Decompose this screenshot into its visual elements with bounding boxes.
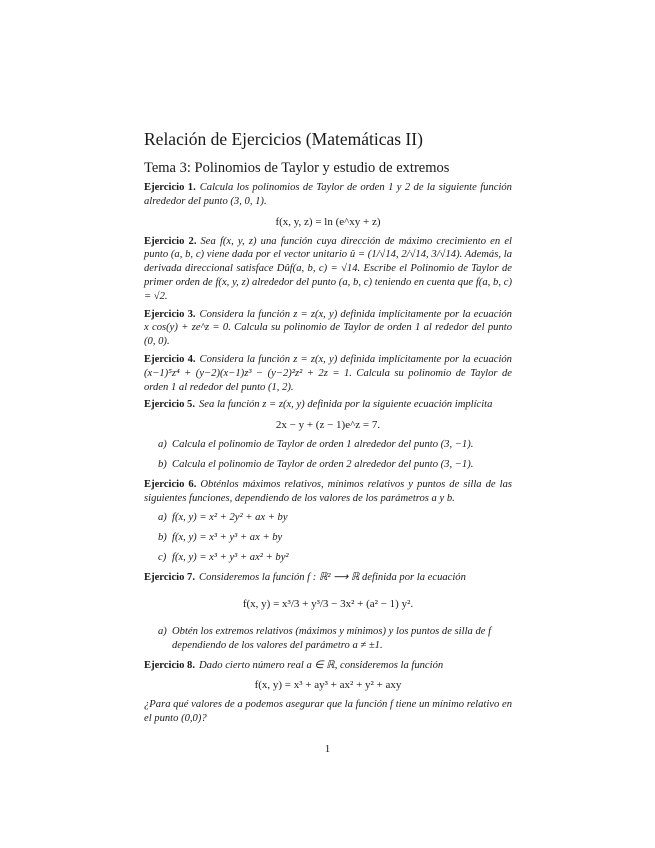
exercise-3 xyxy=(144,308,512,349)
item-text: Calcula el polinomio de Taylor de orden 2 alrededor del punto (3, −1). xyxy=(172,459,474,471)
exercise-6 xyxy=(144,478,512,506)
list-item xyxy=(158,438,512,452)
page-number: 1 xyxy=(324,743,331,755)
exercise-label: Ejercicio 7. xyxy=(144,571,195,583)
item-text: f(x, y) = x² + 2y² + ax + by xyxy=(172,511,288,523)
section-title: Tema 3: Polinomios de Taylor y estudio de extremos xyxy=(144,160,450,176)
exercise-5 xyxy=(144,398,512,412)
equation-text: 2x − y + (z − 1)e^z = 7. xyxy=(275,419,381,432)
list-item xyxy=(158,458,512,472)
exercise-2 xyxy=(144,235,512,304)
item-marker: c) xyxy=(158,551,167,563)
item-marker: a) xyxy=(158,511,167,523)
exercise-label: Ejercicio 3. xyxy=(144,308,196,320)
item-text: Obtén los extremos relativos (máximos y mínimos) y los puntos de silla de f dependiendo de los valores del parámetro a ≠ ±1. xyxy=(172,625,492,651)
exercise-1 xyxy=(144,181,512,209)
list-item xyxy=(158,511,512,525)
document-title: Relación de Ejercicios (Matemáticas II) xyxy=(144,129,423,149)
item-marker: a) xyxy=(158,625,167,637)
exercise-label: Ejercicio 2. xyxy=(144,235,197,247)
equation-text: f(x, y) = x³ + ay³ + ax² + y² + axy xyxy=(254,679,402,692)
exercise-label: Ejercicio 6. xyxy=(144,479,197,491)
exercise-7 xyxy=(144,571,512,585)
equation-text: f(x, y) = x³/3 + y³/3 − 3x² + (a² − 1) y². xyxy=(242,597,414,610)
list-item xyxy=(158,531,512,545)
item-text: f(x, y) = x³ + y³ + ax² + by² xyxy=(172,551,289,563)
item-marker: b) xyxy=(158,459,167,471)
exercise-label: Ejercicio 4. xyxy=(144,353,196,365)
item-marker: b) xyxy=(158,531,167,543)
list-item xyxy=(158,551,512,565)
exercise-text: Calcula los polinomios de Taylor de orden 1 y 2 de la siguiente función alrededor del punto (3, 0, 1). xyxy=(144,182,512,207)
exercise-text: Obténlos máximos relativos, mínimos relativos y puntos de silla de las siguientes funciones, dependiendo de los valores de los parámetros a y b. xyxy=(144,479,512,504)
equation xyxy=(144,593,512,615)
document-page xyxy=(144,128,512,730)
exercise-label: Ejercicio 5. xyxy=(144,399,195,411)
exercise-text: Sea f(x, y, z) una función cuya dirección de máximo crecimiento en el punto (a, b, c) viene dada por el vector unitario û = (1/√14, 2/√14, 3/√14). Además, la derivada direccional satisface Dûf(a, b, c) = √14. Escribe el Polinomio de Taylor de primer orden de f(x, y, z) alrededor del punto (a, b, c) teniendo en cuenta que f(a, b, c) = √2. xyxy=(144,235,512,302)
closing-question: ¿Para qué valores de a podemos asegurar que la función f tiene un mínimo relativo en el punto (0,0)? xyxy=(144,699,512,725)
equation-text: f(x, y, z) = ln (e^xy + z) xyxy=(275,215,381,228)
item-text: f(x, y) = x³ + y³ + ax + by xyxy=(172,531,283,543)
exercise-label: Ejercicio 8. xyxy=(144,659,195,671)
exercise-4 xyxy=(144,353,512,394)
exercise-label: Ejercicio 1. xyxy=(144,182,196,193)
equation xyxy=(144,417,512,433)
exercise-8 xyxy=(144,659,512,673)
exercise-text: Dado cierto número real a ∈ ℝ, consideremos la función xyxy=(199,659,444,671)
equation xyxy=(144,677,512,693)
exercise-text: Considera la función z = z(x, y) definida implícitamente por la ecuación x cos(y) + ze^z = 0. Calcula su polinomio de Taylor de orden 1 al rededor del punto (0, 0). xyxy=(144,308,512,348)
item-marker: a) xyxy=(158,439,167,451)
exercise-text: Considera la función z = z(x, y) definida implícitamente por la ecuación (x−1)⁵z⁴ + (y−2)(x−1)z³ − (y−2)²z² + 2z = 1. Calcula su polinomio de Taylor de orden 1 al rededor del punto (1, 2). xyxy=(144,353,512,393)
equation xyxy=(144,214,512,230)
list-item xyxy=(158,625,512,653)
exercise-text: Consideremos la función f : ℝ² ⟶ ℝ definida por la ecuación xyxy=(199,571,466,583)
item-text: Calcula el polinomio de Taylor de orden 1 alrededor del punto (3, −1). xyxy=(172,439,474,451)
exercise-8-closing xyxy=(144,698,512,726)
exercise-text: Sea la función z = z(x, y) definida por la siguiente ecuación implícita xyxy=(199,399,493,411)
